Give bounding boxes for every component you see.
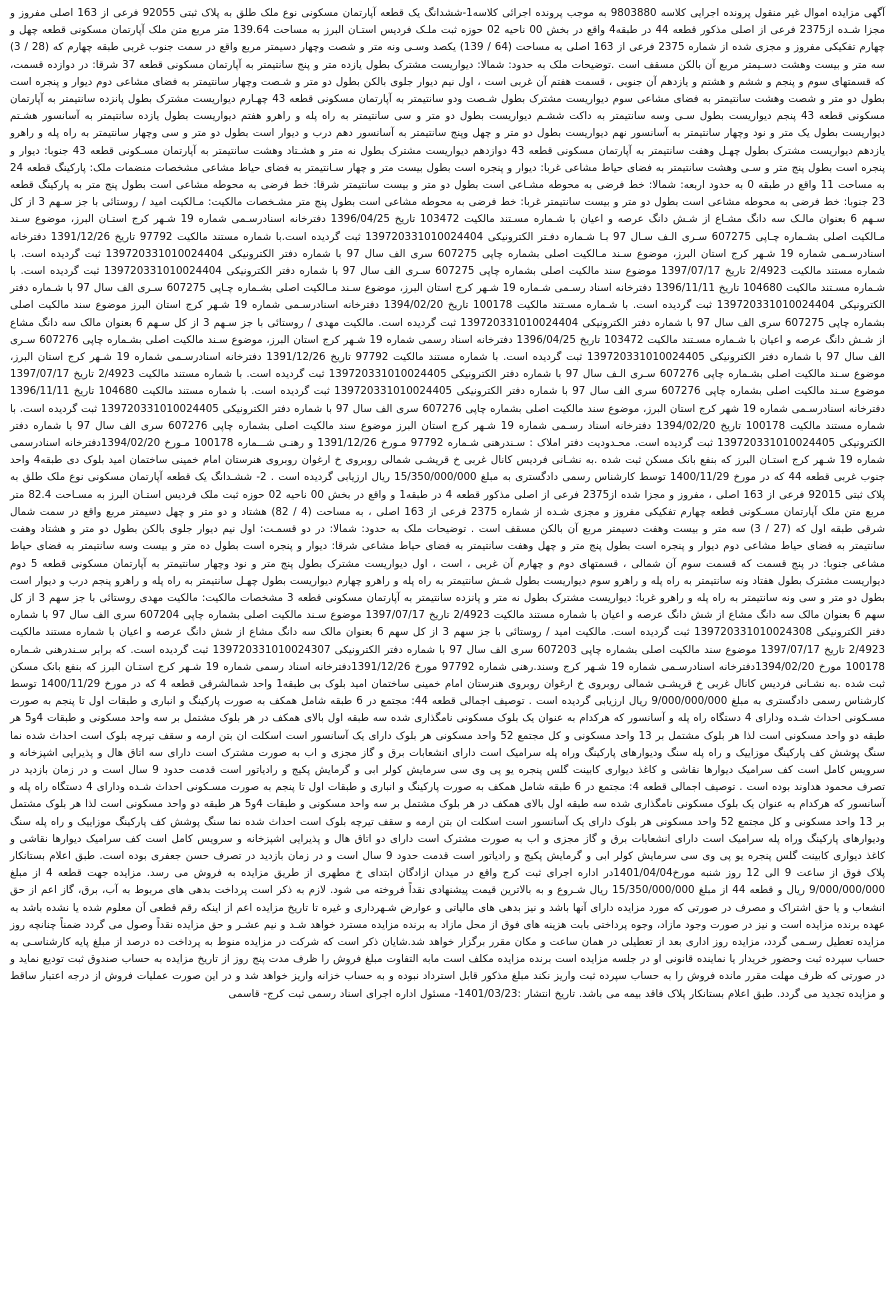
notice-body-text: آگهی مزایده اموال غیر منقول پرونده اجرایی کلاسه 9803880 به موجب پرونده اجرائی کلاسه1-ششدانگ یک قطعه آپارتمان مسکونی نوع ملک طلق به پلاک ثبتی 92055 فرعی از 163 اصلی مفروز و مجزا شـده از2375 فرعی از اصلی مذکور قطعه 44 در طبقه4 واقع در بخش 00 ناحیه 02 حوزه ثبت ملـک فردیس استـان البرز به مساحت 139.64 متر مربع متن ملک آپارتمان مسکونی قطعه چهل و چهارم تفکیکی مفروز و مجزی شده از شماره 2375 فرعی از 163 اصلی به مساحت (64 / 139) یکصد وسـی ونه متر و شصت وچهار دسیمتر مربع واقع در سمت جنوب غربی طبقه چهارم که (28 / 3) سه متر و بیست وهشت دسـیمتر مربع آن بالکن مسقف است .توضیحات ملک به حدود: شمالا: دیواریست مشترک بطول یازده متر و پنج سانتیمتر به آپارتمان مسکونی قطعه 37 شرقا: در دوازده قسمت، که قسمتهای سوم و پنجم و ششم و هشتم و یازدهم آن جنوبی ، قسمت هفتم آن غربی است ، اول نیم دیوار جلوی بالکن بطول دو متر و شـصت وچهار سانتیمتر به فضای مشاعی دوم دیوار و پنجره است بطول دو متر و شصت وهشت سانتیمتر به فضای مشاعی سوم دیواریست مشترک بطول شـصت ودو سانتیمتر به آپارتمان مسکونی قطعه 43 چهـارم دیواریست مشترک بطول پانزده سانتیمتر به آپارتمان مسکونی قطعه 43 پنجم دیواریست بطول سـی وسه سانتیمتر به داکت ششـم دیواریست بطول دو متر و سی سانتیمتر به راه پله و راهرو هفتم دیواریست بطول یازده سانتیمتر به آسانسور هشـتم دیواریست بطول یک متر و نود وچهار سانتیمتر به آسانسور نهم دیواریست بطول دو متر و چهل وپنج سانتیمتر به آسانسور دهم درب و دیوار است بطول دو متر و سی وچهار سانتیمتر به راه پله و راهرو یازدهم دیواریست مشترک بطول چهـل وهفت سانتیمتر به آپارتمان مسکونی قطعه 43 دوازدهم دیواریست مشترک بطول نه متر و هشـتاد وهشت سانتیمتر به آپارتمان مسـکونی قطعه 43 جنوبا: دیوار و پنجره است بطول پنج متر و سـی وهشت سانتیمتر به فضای حیاط مشاعی غربا: دیوار و پنجره است بطول بیست متر و چهار سـانتیمتر به فضای حیاط مشاعی مشخصات منضمات ملک: پارکینگ قطعه 24 به مساحت 11 واقع در طبقه 0 به حدود اربعه: شمالا: خط فرضی به محوطه مشـاعی است بطول دو متر و بیست سانتیمتر شرقا: خط فرضی به محوطه مشاعی است بطول پنج متر به پارکینگ قطعه 23 جنوبا: خط فرضی به محوطه مشاعی است بطول دو متر و بیست سانتیمتر غربا: خط فرضی به محوطه مشاعی است بطول پنج متر مشـخصات مالکیت: مـالکیت امید / روستائی با جز سـهم 3 از کل سـهم 6 بعنوان مالـک سه دانگ مشـاع از شـش دانگ عرصه و اعیان با شـماره مسـتند مالکیت 103472 تاریخ 1396/04/25 دفترخانه اسنادرسـمی شماره 19 شـهر کرج استـان البرز، موضوع سـند مـالکیت اصلی بشـماره چـاپی 607275 سـری الـف سـال 97 بـا شـماره دفـتر الکترونیکی 139720331010024404 ثبت گردیده است.با شماره مستند مالکیت 97792 تاریخ 1391/12/26 دفترخانه اسنادرسـمی شماره 19 شـهر کرج استان البرز، موضوع سـند مـالکیت اصلی بشماره چاپی 607275 سری الف سال 97 با شماره دفتر الکترونیکی 139720331010024404 ثبت گردیده است. با شماره مستند مالکیت 2/4923 تاریخ 1397/07/17 موضوع سند مالکیت اصلی بشماره چاپی 607275 سـری الف سال 97 با شماره دفتر الکترونیکی 139720331010024404 ثبت گردیده است. با شـماره مسـتند مالکیت 104680 تاریخ 1396/11/11 دفترخانه اسناد رسـمی شـماره 19 شـهر کرج استان البرز، موضوع سـند مـالکیت اصلی بشـماره چـاپی 607275 سـری الف سال 97 با شـماره دفتر الکترونیکی 139720331010024404 ثبت گردیده است. با شـماره مسـتند مالکیت 100178 تاریخ 1394/02/20 دفترخانه اسنادرسـمی شماره 19 شـهر کرج استان البرز موضوع سند مالکیت اصلی بشماره چاپی 607275 سری الف سال 97 با شماره دفتر الکترونیکی 139720331010024404 ثبت گردیده است. مالکیت مهدی / روستائی با جز سـهم 3 از کل سـهم 6 بعنوان مالک سه دانگ مشاع از شـش دانگ عرصه و اعیان با شـماره مسـتند مالکیت 103472 تاریخ 1396/04/25 دفترخانه اسناد رسمی شماره 19 شـهر کرج استان البرز، موضوع سـند مالکیت اصلی بشـماره چاپی 607276 سـری الف سال 97 با شماره دفتر الکترونیکی 139720331010024405 ثبت گردیده است. با شماره مستند مالکیت 97792 تاریخ 1391/12/26 دفترخانه اسنادرسـمی شماره 19 شـهر کرج استان البرز، موضوع سـند مالکیت اصلی بشـماره چاپی 607276 سـری الـف سال 97 با شماره دفتر الکترونیکی 139720331010024405 ثبت گردیده است. با شماره مستند مالکیت 2/4923 تاریخ 1397/07/17 موضوع سـند مالکیت اصلی بشماره چاپی 607276 سری الف سال 97 با شماره دفتر الکترونیکی 139720331010024405 ثبت گردیده است. با شماره مستند مالکیت 104680 تاریخ 1396/11/11 دفترخانه اسنادرسـمی شماره 19 شهر کرج استان البرز، موضوع سند مالکیت اصلی بشماره چاپی 607276 سری الف سال 97 با شماره دفتر الکترونیکی 139720331010024405 ثبت گردیده است. با شماره مستند مالکیت 100178 تاریخ 1394/02/20 دفترخانه اسناد رسـمی شماره 19 شـهر کرج استان البرز موضوع سند مالکیت اصلی بشماره چاپی 607276 سری الف سال 97 با شماره دفتر الکترونیکی 139720331010024405 ثبت گردیده است. محـدودیت دفتر املاک : سـندرهنی شـماره 97792 مـورخ 1391/12/26 و رهنـی شـــماره 100178 مـورخ 1394/02/20دفترخانه اسنادرسمی شماره 19 شـهر کرج استـان البرز که بنفع بانک مسکن ثبت شده .به نشـانی فردیس کانال غربی خ قریشـی شمالی روبروی خ ارغوان روبروی هنرستان امام خمینی ساختمان امید بلوک دی طبقه4 واحد جنوب غربی قطعه 44 که در مورخ 1400/11/29 توسط کارشناس رسمی دادگستری به مبلغ 15/350/000/000 ریال ارزیابی گردیده است . 2- ششـدانگ یک قطعه آپارتمان مسکونی نوع ملک طلق به پلاک ثبتی 92015 فرعی از 163 اصلی ، مفروز و مجزا شده از2375 فرعی از اصلی مذکور قطعه 4 در طبقه1 و واقع در بخش 00 ناحیه 02 حوزه ثبت ملک فردیس استـان البرز به مسـاحت 82.4 متر مربع متن ملک آپارتمان مسـکونی قطعه چهارم تفکیکی مفروز و مجزی شـده از شماره 2375 فرعی از 163 اصلی ، به مساحت (4 / 82) هشتاد و دو متر و چهل دسیمتر مربع واقع در سمت شمال شرقی طبقه اول که (27 / 3) سه متر و بیست وهفت دسیمتر مربع آن بالکن مسقف است . توضیحات ملک به حدود: شمالا: در دو قسمـت: اول نیم دیوار جلوی بالکن بطول دو متر و هشتاد وهفت سانتیمتر به فضای حیاط مشاعی دوم دیوار و پنجره است بطول پنج متر و چهل وهفت سانتیمتر به فضای حیاط مشاعی شرقا: دیوار و پنجره است بطول ده متر و بیست وسه سانتیمتر به فضای حیاط مشاعی جنوبا: در پنج قسمت که قسمت سوم آن شمالی ، قسمتهای دوم و چهارم آن غربی ، است ، اول دیواریست مشترک بطول پنج متر و نود وچهار سانتیمتر به آپارتمان مسکونی قطعه 5 دوم دیواریست مشترک بطول هفتاد ونه سانتیمتر به راه پله و راهرو سوم دیواریست بطول شـش سانتیمتر به راه پله و راهرو چهارم دیواریست بطول چهـل سانتیمتر به راه پله و راهرو پنجم درب و دیوار است بطول دو متر و سی ونه سانتیمتر به راه پله و راهرو غربا: دیواریست مشترک بطول نه متر و پانزده سانتیمتر به آپارتمان مسکونی قطعه 3 مشخصات مالکیت: مالکیت مهدی روستائی با جز سهم 3 از کل سهم 6 بعنوان مالک سه دانگ مشاع از شش دانگ عرصه و اعیان با شماره مستند مالکیت 2/4923 تاریخ 1397/07/17 موضوع سـند مالکیت اصلی بشماره چاپی 607204 سری الف سال 97 با شماره دفتر الکترونیکی 139720331010024308 ثبت گردیده است. مالکیت امید / روستائی با جز سهم 3 از کل سهم 6 بعنوان مالک سه دانگ مشاع از شش دانگ عرصه و اعیان با شماره مستند مالکیت 2/4923 تاریخ 1397/07/17 موضوع سند مالکیت اصلی بشماره چاپی 607203 سری الف سال 97 با شماره دفتر الکترونیکی 139720331010024307 ثبت گردیده است. که برابر سـندرهنی شـماره 100178 مورخ 1394/02/20دفترخانه اسنادرسـمی شماره 19 شـهر کرج وسند.رهنی شماره 97792 مورخ 1391/12/26دفترخانه اسناد رسمی شماره 19 شـهر کرج استـان البرز که بنفع بانک مسکن ثبت شده .به نشـانی فردیس کانال غربی خ قریشـی شمالی روبروی خ ارغوان روبروی هنرستان امام خمینی ساختمان امید بلوک بی طبقه1 واحد شمالشرقی قطعه 4 که در مورخ 1400/11/29 توسط کارشناس رسمی دادگستری به مبلغ 9/000/000/000 ریال ارزیابی گردیده است . توصیف اجمالی قطعه 44: مجتمع در 6 طبقه شامل همکف به صورت پارکینگ و انباری و طبقات اول تا پنجم به صورت مسـکونی احداث شـده ودارای 4 دستگاه راه پله و آسانسور که هرکدام به عنوان یک بلوک مسکونی نامگذاری شده سه طبقه اول بالای همکف در هر بلوک مشتمل بر سه واحد مسکونی و طبقات 4و5 هر طبقه دو واحد مسکونی است لذا هر بلوک مشتمل بر 13 واحد مسکونی و کل مجتمع 52 واحد مسکونی هر بلوک دارای یک آسانسور است اسکلت ان بتن ارمه و سقف تیرچه بلوک است احداث شده نما سنگ پوشش کف پارکینگ موزاییک و راه پله سنگ ودیوارهای پارکینگ وراه پله سرامیک است دارای انشعابات برق و گاز مجزی و اب به صورت مشترک است دارای سه اتاق هال و پذیرایی اشپزخانه و سرویس کامل است کف سرامیک دیوارها نقاشی و کاغذ دیواری کابینت گلس پنجره یو پی وی سی سرمایش کولر ابی و گرمایش پکیج و رادیاتور است قدمت حدود 9 سال است و در زمان بازدید در تصرف محمود هداوند بوده است . توصیف اجمالی قطعه 4: مجتمع در 6 طبقه شامل همکف به صورت پارکینگ و انباری و طبقات اول تا پنجم به صورت مسـکونی احداث شـده ودارای 4 دستگاه راه پله و آسانسور که هرکدام به عنوان یک بلوک مسکونی نامگذاری شده سه طبقه اول بالای همکف در هر بلوک مشتمل بر سه واحد مسکونی و طبقات 4و5 هر طبقه دو واحد مسکونی است لذا هر بلوک مشتمل بر 13 واحد مسکونی و کل مجتمع 52 واحد مسکونی هر بلوک دارای یک آسانسور است اسکلت ان بتن ارمه و سقف تیرچه بلوک است احداث شده نما سنگ پوشش کف پارکینگ موزاییک و راه پله سنگ ودیوارهای پارکینگ وراه پله سرامیک است دارای انشعابات برق و گاز مجزی و اب به صورت مشترک است دارای دو اتاق هال و پذیرایی اشپزخانه و سرویس کامل است کف سرامیک دیوارها نقاشی و کاغذ دیواری کابینت گلس پنجره یو پی وی سی سرمایش کولر ابی و گرمایش پکیج و رادیاتور است قدمت حدود 9 سال است و در زمان بازدید در تصرف حسن جعفری بوده است. طبق اعلام بستانکار پلاک فوق از ساعت 9 الی 12 روز شنبه مورخ1401/04/04در اداره اجرای ثبت کرج واقع در میدان ازادگان ابتدای خ مطهری از طریق مزایده به فروش می رسد. مزایده جهت قطعه 4 از مبلغ 9/000/000/000 ریال و قطعه 44 از مبلغ 15/350/000/000 ریال شـروع و به بالاترین قیمت پیشنهادی نقداً فروخته می شود. لازم به ذکر است پرداخت بدهی های مربوط به آب، برق، گاز اعم از حق انشعاب و یا حق اشتراک و مصرف در صورتی که مورد مزایده دارای آنها باشد و نیز بدهی های مالیاتی و عوارض شـهرداری و غیره تا تاریخ مزایده اعم از اینکه رقم قطعی آن معلوم شده یا نشده باشد به عهده برنده مزایده است و نیز در صورت وجود مازاد، وجوه پرداختی بابت هزینه های فوق از محل مازاد به برنده مزایده مسترد خواهد شـد و نیم عشـر و حق مزایده نقداً وصول می گردد ضمناً چنانچه روز مزایده تعطیل رسـمی گردد، مزایده روز اداری بعد از تعطیلی در همان ساعت و مکان مقرر برگزار خواهد شد.شایان ذکر است که شرکت در مزایده منوط به پرداخت ده درصد از مبلغ پایه کارشناسـی به حساب سپرده ثبت وحضور خریدار یا نماینده قانونی او در جلسه مزایده است برنده مزایده مکلف است مابه التفاوت مبلغ فروش را ظرف مدت پنج روز از تاریخ مزایده به حساب صندوق ثبت تودیع نماید و در صورتی که ظرف مهلت مقرر مانده فروش را به حساب سپرده ثبت واریز نکند مبلغ مذکور قابل استرداد نبوده و به حساب خزانه واریز خواهد شد و در این صورت عملیات فروش از درجه اعتبار ساقط و مزایده تجدید می گردد. طبق اعلام بستانکار پلاک فاقد بیمه می باشد. تاریخ انتشار :1401/03/23- مسئول اداره اجرای اسناد رسمی ثبت کرج- قاسمی [10, 7, 886, 1000]
